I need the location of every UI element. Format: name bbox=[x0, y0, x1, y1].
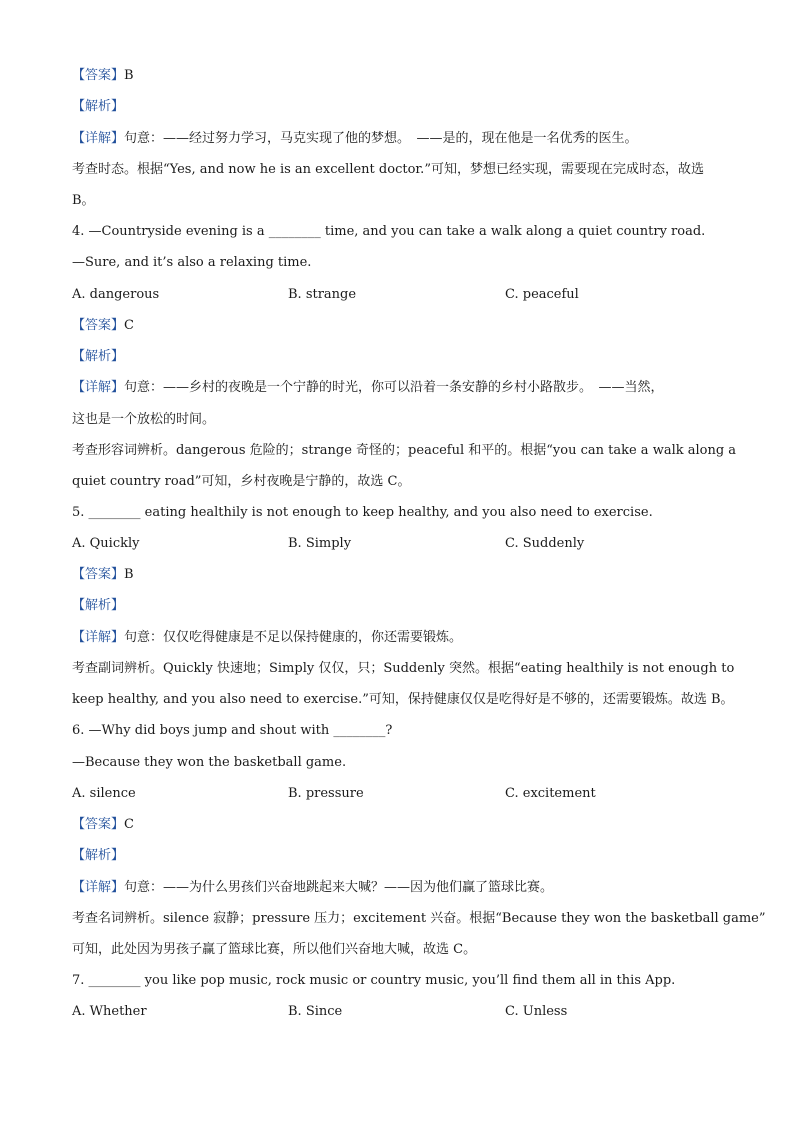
explanation-line: keep healthy, and you also need to exercise.”可知，保持健康仅仅是吃得好是不够的，还需要锻炼。故选 B。 bbox=[72, 692, 734, 707]
option-c: C. Suddenly bbox=[505, 536, 585, 551]
detail-line bbox=[72, 630, 722, 646]
analysis-label: 【解析】 bbox=[72, 349, 125, 364]
detail-text: 句意：仅仅吃得健康是不足以保持健康的，你还需要锻炼。 bbox=[124, 630, 463, 645]
answer-value: B bbox=[124, 567, 134, 582]
detail-label: 【详解】 bbox=[72, 380, 125, 395]
explanation-line: 考查副词辨析。Quickly 快速地；Simply 仅仅，只；Suddenly 突然。根据“eating healthily is not enough to bbox=[72, 661, 735, 676]
explanation-line: 考查名词辨析。silence 寂静；pressure 压力；excitement 兴奋。根据“Because they won the basketball game” bbox=[72, 911, 766, 926]
option-b: B. pressure bbox=[288, 786, 364, 801]
answer-label: 【答案】 bbox=[72, 318, 125, 333]
detail-text: 句意：——乡村的夜晚是一个宁静的时光，你可以沿着一条安静的乡村小路散步。 ——当然， bbox=[124, 380, 664, 395]
option-a: A. Quickly bbox=[72, 536, 140, 551]
question-text: 4. —Countryside evening is a ________ time, and you can take a walk along a quiet country road. bbox=[72, 224, 706, 239]
question-text: 7. ________ you like pop music, rock music or country music, you’ll find them all in this App. bbox=[72, 973, 676, 988]
option-b: B. Since bbox=[288, 1004, 343, 1019]
question-text: —Sure, and it’s also a relaxing time. bbox=[72, 255, 312, 270]
analysis-label: 【解析】 bbox=[72, 99, 125, 114]
analysis-label: 【解析】 bbox=[72, 848, 125, 863]
detail-label: 【详解】 bbox=[72, 131, 125, 146]
answer-line bbox=[72, 567, 722, 583]
option-b: B. strange bbox=[288, 287, 357, 302]
answer-label: 【答案】 bbox=[72, 567, 125, 582]
explanation-line: 考查时态。根据“Yes, and now he is an excellent doctor.”可知，梦想已经实现，需要现在完成时态，故选 bbox=[72, 162, 704, 177]
explanation-line: quiet country road”可知，乡村夜晚是宁静的，故选 C。 bbox=[72, 474, 411, 489]
option-c: C. peaceful bbox=[505, 287, 579, 302]
answer-label: 【答案】 bbox=[72, 817, 125, 832]
detail-line bbox=[72, 880, 722, 896]
detail-text: 句意：——经过努力学习，马克实现了他的梦想。 ——是的，现在他是一名优秀的医生。 bbox=[124, 131, 638, 146]
detail-label: 【详解】 bbox=[72, 630, 125, 645]
option-a: A. silence bbox=[72, 786, 136, 801]
detail-text: 句意：——为什么男孩们兴奋地跳起来大喊？——因为他们赢了篮球比赛。 bbox=[124, 880, 554, 895]
answer-label: 【答案】 bbox=[72, 68, 125, 83]
option-b: B. Simply bbox=[288, 536, 352, 551]
explanation-line: 考查形容词辨析。dangerous 危险的；strange 奇怪的；peaceful 和平的。根据“you can take a walk along a bbox=[72, 443, 737, 458]
analysis-label: 【解析】 bbox=[72, 598, 125, 613]
question-text: 5. ________ eating healthily is not enough to keep healthy, and you also need to exercise. bbox=[72, 505, 653, 520]
answer-value: C bbox=[124, 318, 134, 333]
detail-line bbox=[72, 380, 722, 396]
explanation-line: 可知，此处因为男孩子赢了篮球比赛，所以他们兴奋地大喊，故选 C。 bbox=[72, 942, 477, 957]
detail-line bbox=[72, 131, 722, 147]
option-a: A. dangerous bbox=[72, 287, 160, 302]
option-c: C. Unless bbox=[505, 1004, 568, 1019]
answer-value: B bbox=[124, 68, 134, 83]
question-text: —Because they won the basketball game. bbox=[72, 755, 347, 770]
detail-text-cont: 这也是一个放松的时间。 bbox=[72, 412, 216, 427]
explanation-line: B。 bbox=[72, 193, 95, 208]
question-text: 6. —Why did boys jump and shout with ________? bbox=[72, 723, 393, 738]
detail-label: 【详解】 bbox=[72, 880, 125, 895]
answer-value: C bbox=[124, 817, 134, 832]
option-a: A. Whether bbox=[72, 1004, 147, 1019]
answer-line bbox=[72, 318, 722, 334]
answer-line bbox=[72, 68, 722, 84]
option-c: C. excitement bbox=[505, 786, 596, 801]
answer-line bbox=[72, 817, 722, 833]
